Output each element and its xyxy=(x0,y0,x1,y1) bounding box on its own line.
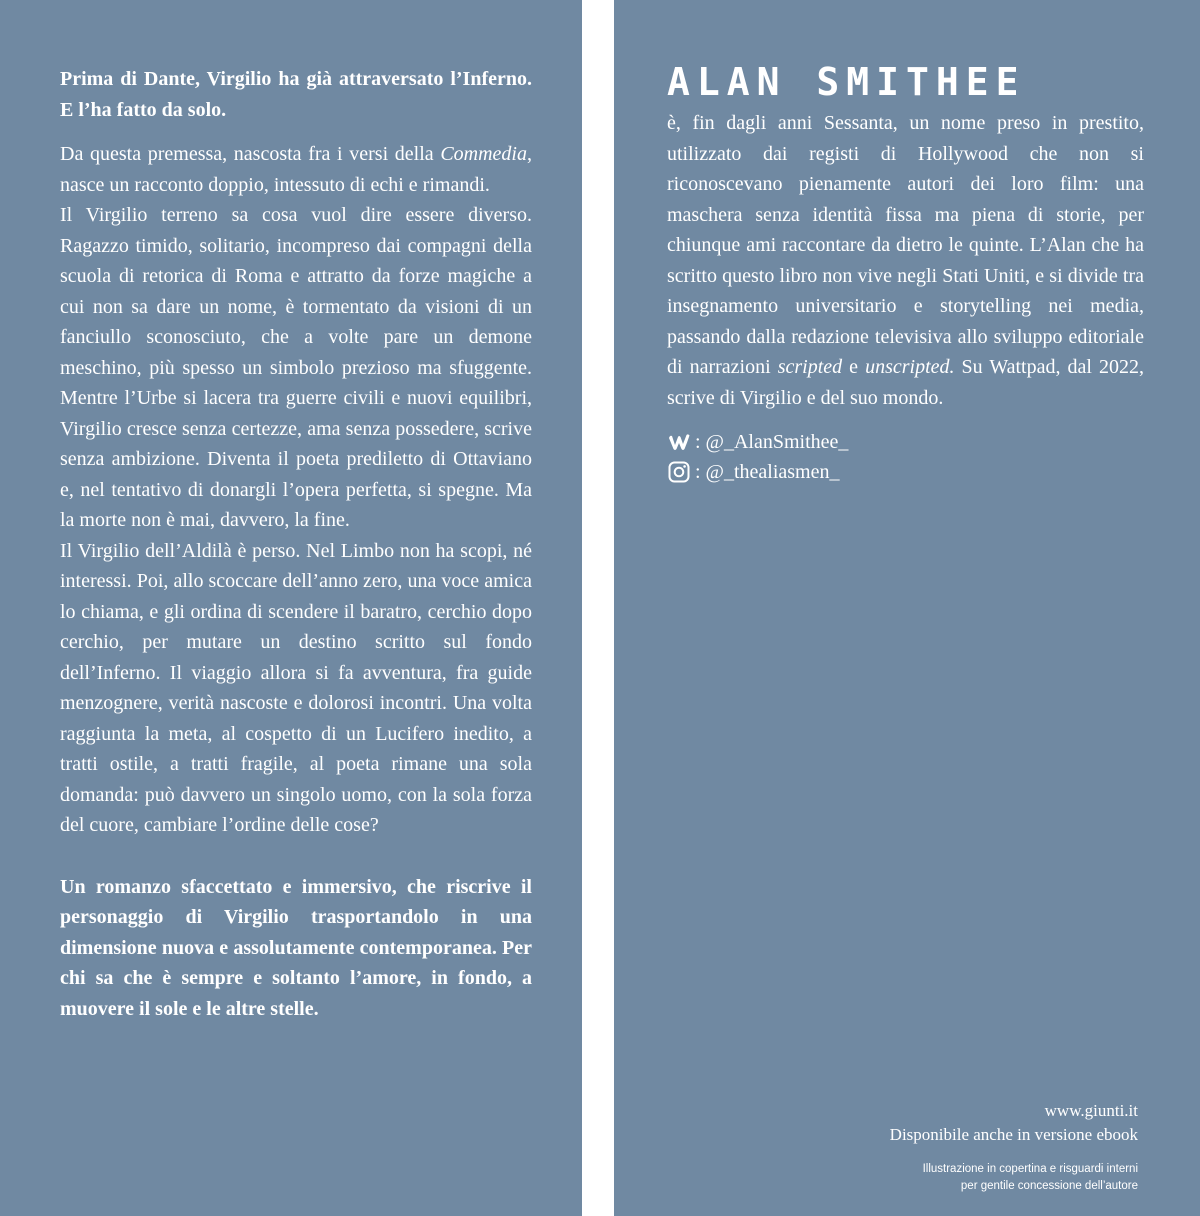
publisher-footer xyxy=(890,1099,1138,1216)
author-name: ALAN SMITHEE xyxy=(667,60,1026,104)
premise-paragraph xyxy=(60,139,532,200)
wattpad-handle-text: : @_AlanSmithee_ xyxy=(695,431,849,453)
premise-text-start: Da questa premessa, nascosta fra i versi della xyxy=(60,143,441,165)
intro-paragraph: Prima di Dante, Virgilio ha già attraversato l’Inferno. E l’ha fatto da solo. xyxy=(60,68,532,121)
bio-text-end: Su Wattpad, dal 2022, scrive di Virgilio e del suo mondo. xyxy=(667,356,1144,409)
credit-line-1: Illustrazione in copertina e risguardi interni xyxy=(922,1163,1138,1175)
bio-text-start: è, fin dagli anni Sessanta, un nome preso in prestito, utilizzato dai registi di Hollywood che non si riconoscevano pienamente autori dei loro film: una maschera senza identità fissa ma piena di storie, per chiunque ami raccontare da dietro le quinte. L’Alan che ha scritto questo libro non vive negli Stati Uniti, e si divide tra insegnamento universitario e storytelling nei media, passando dalla redazione televisiva allo sviluppo editoriale di narrazioni xyxy=(667,112,1144,378)
afterlife-virgil-paragraph: Il Virgilio dell’Aldilà è perso. Nel Limbo non ha scopi, né interessi. Poi, allo scoccare dell’anno zero, una voce amica lo chiama, e gli ordina di scendere il baratro, cerchio dopo cerchio, per mutare un destino scritto sul fondo dell’Inferno. Il viaggio allora si fa avventura, fra guide menzognere, verità nascoste e dolorosi incontri. Una volta raggiunta la meta, al cospetto di un Lucifero inedito, a tratti ostile, a tratti fragile, al poeta rimane una sola domanda: può davvero un singolo uomo, con la sola forza del cuore, cambiare l’ordine delle cose? xyxy=(60,539,532,836)
ebook-availability: Disponibile anche in versione ebook xyxy=(889,1125,1138,1144)
publisher-website[interactable]: www.giunti.it xyxy=(1044,1101,1138,1120)
premise-text-end: , nasce un racconto doppio, intessuto di echi e rimandi. xyxy=(60,143,532,196)
closing-paragraph: Un romanzo sfaccettato e immersivo, che riscrive il personaggio di Virgilio trasportandolo in una dimensione nuova e assolutamente contemporanea. Per chi sa che è sempre e soltanto l’amore, in fondo, a muovere il sole e le altre stelle. xyxy=(60,875,532,1020)
commedia-title: Commedia xyxy=(440,143,527,165)
author-bio xyxy=(667,108,1144,413)
back-cover-left-panel xyxy=(0,0,582,1216)
instagram-handle[interactable] xyxy=(667,457,1144,487)
wattpad-icon xyxy=(667,430,691,454)
illustration-credit xyxy=(890,1161,1138,1195)
bio-scripted: scripted xyxy=(777,356,843,378)
bio-conjunction: e xyxy=(842,356,866,378)
instagram-handle-text: : @_thealiasmen_ xyxy=(695,461,840,483)
back-cover-right-panel xyxy=(614,0,1200,1216)
earthly-virgil-paragraph: Il Virgilio terreno sa cosa vuol dire essere diverso. Ragazzo timido, solitario, incompreso dai compagni della scuola di retorica di Roma e attratto da forze magiche a cui non sa dare un nome, è tormentato da visioni di un fanciullo sconosciuto, che a volte pare un demone meschino, più spesso un simbolo prezioso ma sfuggente. Mentre l’Urbe si lacera tra guerre civili e nuovi equilibri, Virgilio cresce senza certezze, ama senza possedere, scrive senza ambizione. Diventa il poeta prediletto di Ottaviano e, nel tentativo di donargli l’opera perfetta, si spegne. Ma la morte non è mai, davvero, la fine. xyxy=(60,204,532,531)
credit-line-2: per gentile concessione dell’autore xyxy=(960,1180,1138,1192)
instagram-icon xyxy=(667,460,691,484)
wattpad-handle[interactable] xyxy=(667,427,1144,457)
bio-unscripted: unscripted. xyxy=(865,356,955,378)
